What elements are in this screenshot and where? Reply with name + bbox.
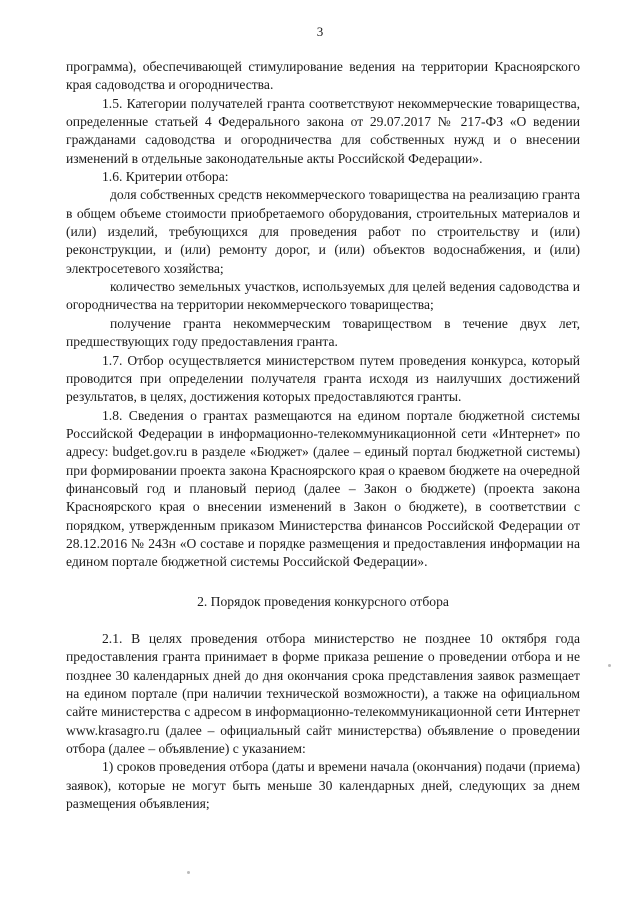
- paragraph-1-6-criterion-2: количество земельных участков, используемых для целей ведения садоводства и огородничества на территории некоммерческого товарищества;: [66, 279, 580, 313]
- document-body: [66, 58, 580, 813]
- paragraph-1-5: 1.5. Категории получателей гранта соответствуют некоммерческие товарищества, определенные статьей 4 Федерального закона от 29.07.2017 № 217-ФЗ «О ведении гражданами садоводства и огородничества для собственных нужд и о внесении изменений в отдельные законодательные акты Российской Федерации».: [66, 95, 580, 166]
- paragraph-1-6-criterion-3: получение гранта некоммерческим товариществом в течение двух лет, предшествующих году предоставления гранта.: [66, 315, 580, 350]
- paragraph-1-8: 1.8. Сведения о грантах размещаются на едином портале бюджетной системы Российской Федерации в информационно-телекоммуникационной сети «Интернет» по адресу: budget.gov.ru в разделе «Бюджет» (далее – единый портал бюджетной системы) при формировании проекта закона Красноярского края о краевом бюджете на очередной финансовый год и плановый период (далее – Закон о бюджете) (проекта закона Красноярского края о внесении изменений в Закон о бюджете), в соответствии с порядком, утвержденным приказом Министерства финансов Российской Федерации от 28.12.2016 № 243н «О составе и порядке размещения и предоставления информации на едином портале бюджетной системы Российской Федерации».: [66, 407, 580, 570]
- scan-speck: [187, 871, 190, 874]
- paragraph-continuation: программа), обеспечивающей стимулирование ведения на территории Красноярского края садоводства и огородничества.: [66, 59, 580, 93]
- paragraph-1-6-criterion-1: доля собственных средств некоммерческого товарищества на реализацию гранта в общем объеме стоимости приобретаемого оборудования, строительных материалов и (или) изделий, требующихся для проведения работ по строительству и (или) реконструкции, и (или) ремонту дорог, и (или) объектов водоснабжения, и (или) электросетевого хозяйства;: [66, 187, 580, 276]
- paragraph-1-6: 1.6. Критерии отбора:: [102, 169, 229, 185]
- paragraph-2-1-item-1: 1) сроков проведения отбора (даты и времени начала (окончания) подачи (приема) заявок), которые не могут быть меньше 30 календарных дней, следующих за днем размещения объявления;: [66, 759, 580, 812]
- page-number: 3: [316, 24, 324, 39]
- paragraph-1-7: 1.7. Отбор осуществляется министерством путем проведения конкурса, который проводится при определении получателя гранта исходя из наилучших достижений результатов, в целях, достижения которых предоставляются гранты.: [66, 352, 580, 405]
- paragraph-2-1: 2.1. В целях проведения отбора министерство не позднее 10 октября года предоставления гранта принимает в форме приказа решение о проведении отбора и не позднее 30 календарных дней до дня окончания срока представления заявок размещает на едином портале (при наличии технической возможности), а также на официальном сайте министерства с адресом в информационно-телекоммуникационной сети Интернет www.krasagro.ru (далее – официальный сайт министерства) объявление о проведении отбора (далее – объявление) с указанием:: [66, 630, 580, 757]
- scan-speck: [608, 664, 611, 667]
- section-2-heading: 2. Порядок проведения конкурсного отбора: [197, 593, 449, 609]
